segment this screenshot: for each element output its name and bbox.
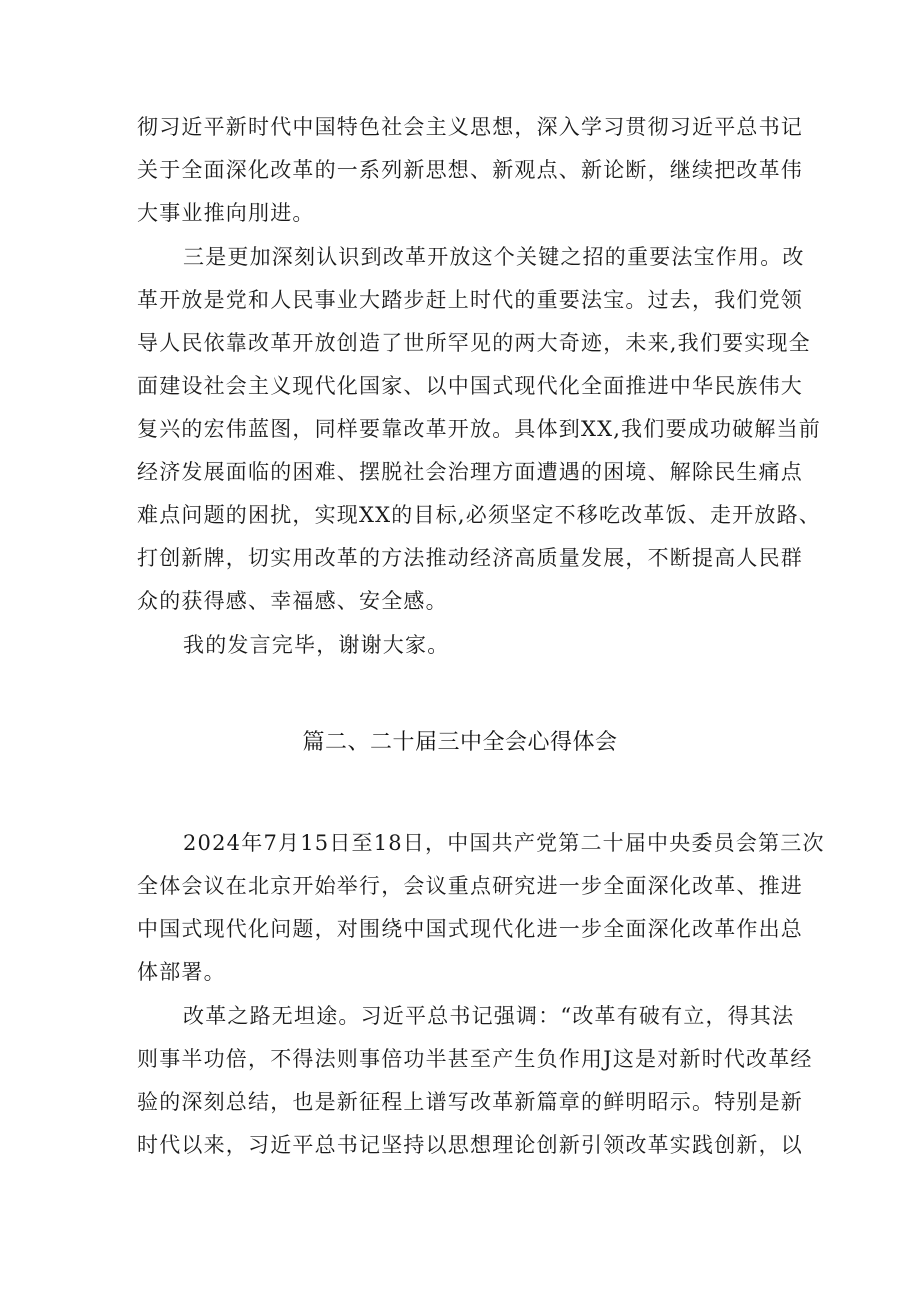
- paragraph-line: 彻习近平新时代中国特色社会主义思想，深入学习贯彻习近平总书记: [137, 115, 803, 139]
- closing-line: 我的发言完毕，谢谢大家。: [183, 633, 450, 657]
- paragraph-line: 改革之路无坦途。习近平总书记强调：“改革有破有立，得其法: [183, 1004, 795, 1028]
- paragraph-line: 全体会议在北京开始举行，会议重点研究进一步全面深化改革、推进: [137, 874, 803, 898]
- paragraph-line: 经济发展面临的困难、摆脱社会治理方面遭遇的困境、解除民生痛点: [137, 460, 803, 484]
- paragraph-line: 复兴的宏伟蓝图，同样要靠改革开放。具体到XX,我们要成功破解当前: [137, 417, 821, 441]
- paragraph-line: 验的深刻总结，也是新征程上谱写改革新篇章的鲜明昭示。特别是新: [137, 1090, 803, 1114]
- paragraph-line: 大事业推向刖进。: [137, 201, 315, 225]
- paragraph-line: 体部署。: [137, 960, 226, 984]
- paragraph-line: 则事半功倍，不得法则事倍功半甚至产生负作用J这是对新时代改革经: [137, 1047, 813, 1071]
- paragraph-line: 打创新牌，切实用改革的方法推动经济高质量发展，不断提高人民群: [137, 546, 803, 570]
- paragraph-line: 中国式现代化问题，对围绕中国式现代化进一步全面深化改革作出总: [137, 917, 803, 941]
- paragraph-line: 众的获得感、幸福感、安全感。: [137, 589, 448, 613]
- paragraph-line: 革开放是党和人民事业大踏步赶上时代的重要法宝。过去，我们党领: [137, 288, 803, 312]
- section-heading: 篇二、二十届三中全会心得体会: [302, 730, 618, 755]
- paragraph-line: 关于全面深化改革的一系列新思想、新观点、新论断，继续把改革伟: [137, 158, 803, 182]
- paragraph-line: 2024年7月15日至18日，中国共产党第二十届中央委员会第三次: [183, 831, 825, 855]
- paragraph-line: 难点问题的困扰，实现XX的目标,必须坚定不移吃改革饭、走开放路、: [137, 503, 821, 527]
- paragraph-line: 导人民依靠改革开放创造了世所罕见的两大奇迹，未来,我们要实现全: [137, 331, 811, 355]
- paragraph-line: 面建设社会主义现代化国家、以中国式现代化全面推进中华民族伟大: [137, 374, 803, 398]
- paragraph-line: 时代以来，习近平总书记坚持以思想理论创新引领改革实践创新，以: [137, 1133, 803, 1157]
- paragraph-line: 三是更加深刻认识到改革开放这个关键之招的重要法宝作用。改: [183, 245, 805, 269]
